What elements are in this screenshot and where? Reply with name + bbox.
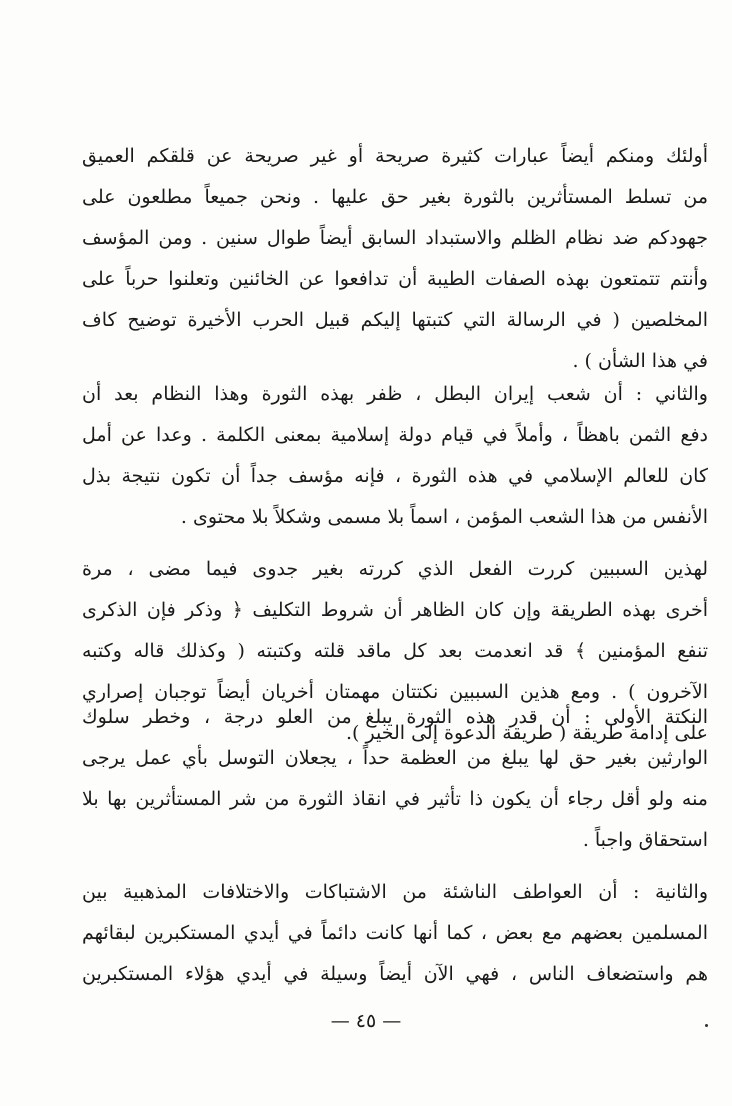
text-line: الوارثين بغير حق لها يبلغ من العظمة حداً ، يجعلان التوسل بأي عمل يرجى [82,747,708,769]
text-line: والثاني : أن شعب إيران البطل ، ظفر بهذه الثورة وهذا النظام بعد أن [82,383,708,405]
text-line: من تسلط المستأثرين بالثورة بغير حق عليها . ونحن جميعاً مطلعون على [82,186,708,208]
paragraph-5 [82,872,708,995]
text-line: في هذا الشأن ) . [572,350,708,372]
text-line: دفع الثمن باهظاً ، وأملاً في قيام دولة إسلامية بمعنى الكلمة . وعدا عن أمل [82,424,708,446]
text-line: أخرى بهذه الطريقة وإن كان الظاهر أن شروط التكليف ﴿ وذكر فإن الذكرى [82,599,708,621]
text-line: استحقاق واجباً . [582,829,708,851]
text-line: المسلمين بعضهم مع بعض ، كما أنها كانت دائماً في أيدي المستكبرين لبقائهم [82,922,708,944]
text-line: على إدامة طريقة ( طريقة الدعوة إلى الخير ). [345,722,708,744]
text-line: هم واستضعاف الناس ، فهي الآن أيضاً وسيلة في أيدي هؤلاء المستكبرين [82,963,708,985]
text-line: كان للعالم الإسلامي في هذه الثورة ، فإنه مؤسف جداً أن تكون نتيجة بذل [82,465,708,487]
text-line: المخلصين ( في الرسالة التي كتبتها إليكم قبيل الحرب الأخيرة توضيح كاف [82,309,708,331]
text-line: والثانية : أن العواطف الناشئة من الاشتباكات والاختلافات المذهبية بين [82,881,708,903]
page-number: — ٤٥ — [330,1010,402,1032]
text-line: النكتة الأولى : أن قدر هذه الثورة يبلغ من العلو درجة ، وخطر سلوك [82,706,708,728]
print-speck [705,1024,708,1027]
text-line: الأنفس من هذا الشعب المؤمن ، اسماً بلا مسمى وشكلاً بلا محتوى . [180,506,708,528]
text-line: وأنتم تتمتعون بهذه الصفات الطيبة أن تدافعوا عن الخائنين وتعلنوا حرباً على [82,268,708,290]
paragraph-4 [82,697,708,861]
paragraph-2 [82,374,708,538]
text-line: الآخرون ) . ومع هذين السببين نكتتان مهمتان أخريان أيضاً توجبان إصراري [82,681,708,703]
text-line: تنفع المؤمنين ﴾ قد انعدمت بعد كل ماقد قلته وكتبته ( وكذلك قاله وكتبه [82,640,708,662]
text-line: لهذين السببين كررت الفعل الذي كررته بغير جدوى فيما مضى ، مرة [82,558,708,580]
text-line: جهودكم ضد نظام الظلم والاستبداد السابق أيضاً طوال سنين . ومن المؤسف [82,227,708,249]
text-line: أولئك ومنكم أيضاً عبارات كثيرة صريحة أو غير صريحة عن قلقكم العميق [82,145,708,167]
paragraph-1 [82,136,708,382]
text-line: منه ولو أقل رجاء أن يكون ذا تأثير في انقاذ الثورة من شر المستأثرين بها بلا [82,788,708,810]
